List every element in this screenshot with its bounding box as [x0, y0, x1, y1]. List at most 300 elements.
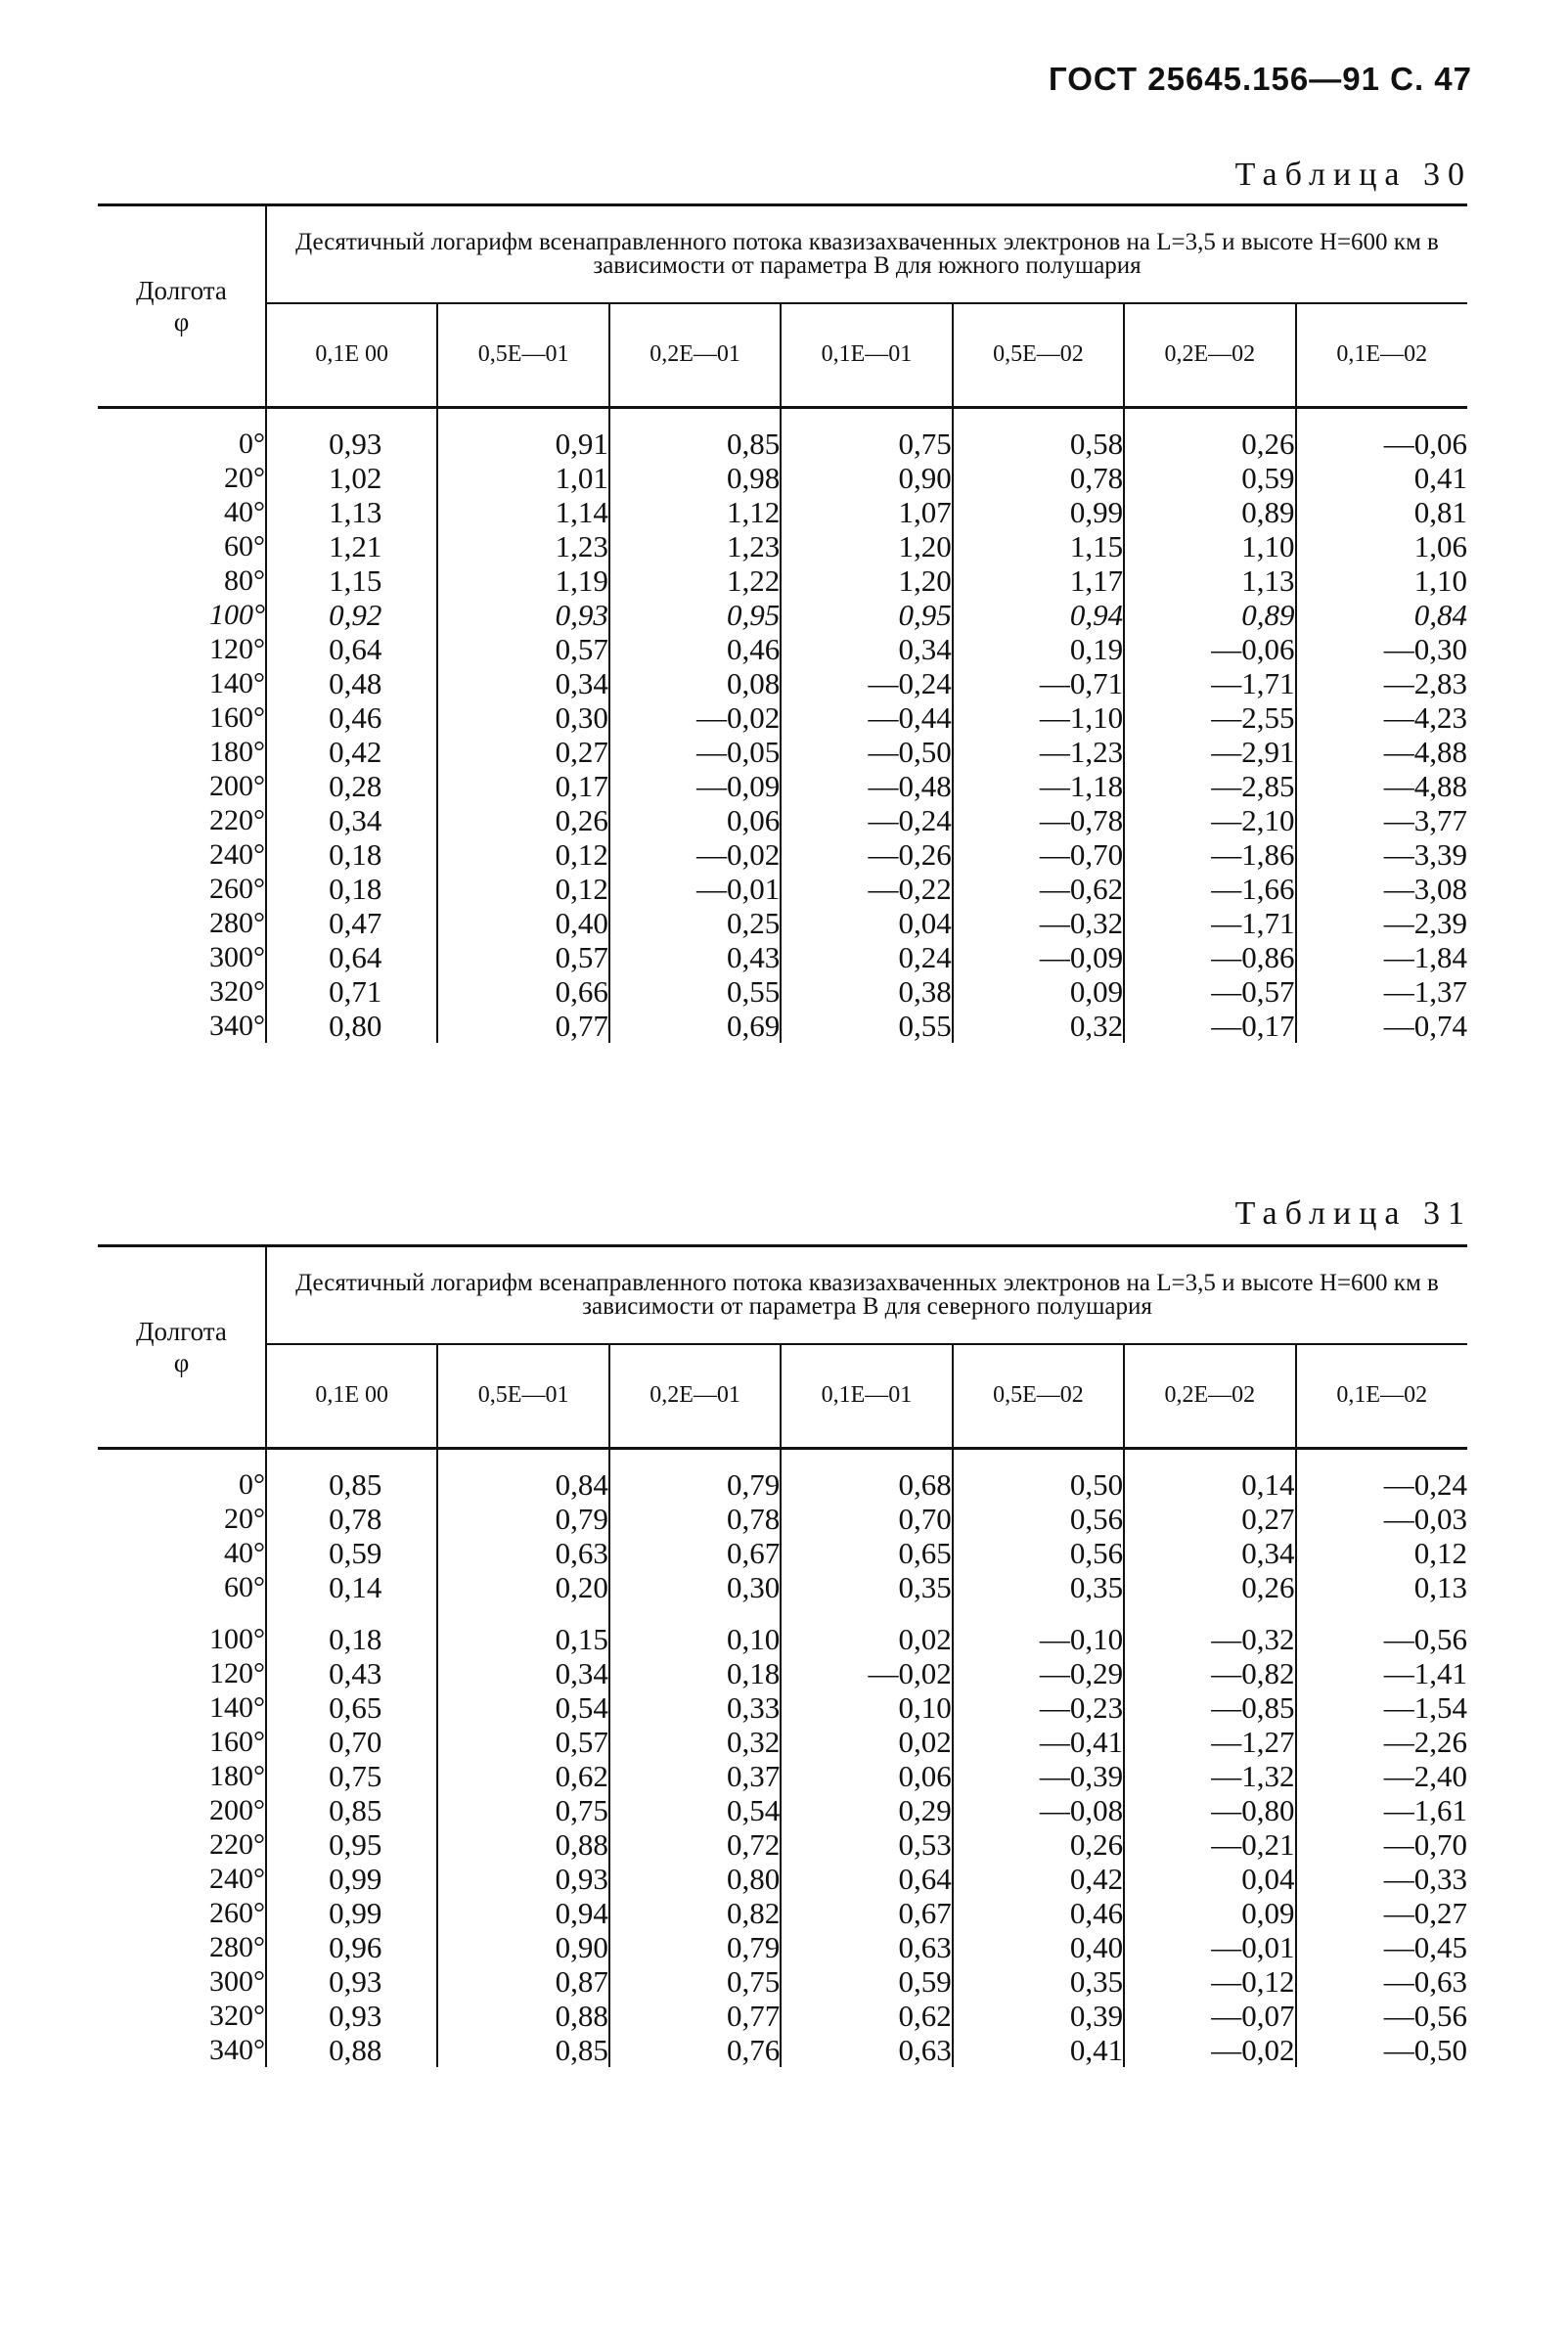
value-cell: 0,99 [953, 495, 1124, 529]
value-cell: 0,46 [609, 632, 781, 666]
value-cell: 0,18 [266, 872, 437, 906]
value-cell: 0,35 [781, 1570, 952, 1604]
table-description: Десятичный логарифм всенаправленного потока квазизахваченных электронов на L=3,5 и высоте H=600 км в зависимости от параметра B для южного полушария [266, 205, 1467, 303]
value-cell: 0,95 [781, 598, 952, 632]
value-cell: 0,84 [1296, 598, 1467, 632]
value-cell: 0,34 [781, 632, 952, 666]
value-cell: —1,18 [953, 769, 1124, 803]
value-cell: 0,32 [609, 1725, 781, 1759]
value-cell: —1,23 [953, 735, 1124, 769]
value-cell: —0,21 [1124, 1827, 1295, 1862]
value-cell: 0,42 [953, 1862, 1124, 1896]
value-cell: 1,23 [609, 529, 781, 563]
value-cell: —0,23 [953, 1690, 1124, 1725]
value-cell: 0,67 [781, 1896, 952, 1930]
value-cell: 0,46 [266, 700, 437, 735]
table-row [98, 906, 1467, 940]
value-cell: 0,59 [266, 1536, 437, 1570]
value-cell: 0,54 [609, 1793, 781, 1827]
value-cell: 0,63 [437, 1536, 608, 1570]
value-cell: —0,03 [1296, 1502, 1467, 1536]
value-cell: 0,64 [781, 1862, 952, 1896]
value-cell: 0,34 [1124, 1536, 1295, 1570]
table-row [98, 427, 1467, 461]
value-cell: —0,02 [609, 700, 781, 735]
table-row [98, 1690, 1467, 1725]
value-cell: 0,99 [266, 1896, 437, 1930]
value-cell: —0,63 [1296, 1964, 1467, 1999]
longitude-cell: 180° [209, 735, 265, 768]
value-cell: 0,59 [1124, 461, 1295, 495]
table-row [98, 1570, 1467, 1604]
value-cell: —0,45 [1296, 1930, 1467, 1964]
longitude-cell: 0° [239, 1467, 265, 1501]
param-header: 0,2E—02 [1124, 303, 1295, 408]
value-cell: 0,78 [609, 1502, 781, 1536]
value-cell: 0,89 [1124, 598, 1295, 632]
table-row [98, 1793, 1467, 1827]
table-row [98, 1656, 1467, 1690]
value-cell: 0,90 [781, 461, 952, 495]
table-row [98, 1467, 1467, 1502]
value-cell: —0,39 [953, 1759, 1124, 1793]
longitude-cell: 120° [209, 1656, 265, 1689]
value-cell: —0,02 [1124, 2033, 1295, 2067]
value-cell: —0,06 [1296, 427, 1467, 461]
value-cell: —4,88 [1296, 769, 1467, 803]
value-cell: 0,19 [953, 632, 1124, 666]
value-cell: —0,30 [1296, 632, 1467, 666]
value-cell: 0,93 [266, 1999, 437, 2033]
value-cell: 0,94 [437, 1896, 608, 1930]
value-cell: 0,15 [437, 1604, 608, 1656]
value-cell: 0,78 [266, 1502, 437, 1536]
longitude-cell: 100° [209, 1622, 265, 1655]
value-cell: 0,18 [266, 837, 437, 872]
longitude-cell: 260° [209, 872, 265, 905]
value-cell: 0,02 [781, 1604, 952, 1656]
value-cell: 0,88 [437, 1827, 608, 1862]
value-cell: 0,43 [609, 940, 781, 974]
table-row [98, 940, 1467, 974]
table-row [98, 598, 1467, 632]
longitude-cell: 200° [209, 769, 265, 802]
value-cell: 0,34 [437, 1656, 608, 1690]
value-cell: 0,90 [437, 1930, 608, 1964]
table-row [98, 1604, 1467, 1656]
value-cell: 1,10 [1296, 563, 1467, 598]
value-cell: —3,39 [1296, 837, 1467, 872]
value-cell: —0,44 [781, 700, 952, 735]
value-cell: —0,24 [1296, 1467, 1467, 1502]
value-cell: —2,83 [1296, 666, 1467, 700]
value-cell: —0,07 [1124, 1999, 1295, 2033]
param-header: 0,1E—02 [1296, 1344, 1467, 1449]
value-cell: 1,20 [781, 529, 952, 563]
value-cell: —0,02 [609, 837, 781, 872]
row-header-label: Долгота [136, 1316, 227, 1346]
value-cell: —1,71 [1124, 666, 1295, 700]
value-cell: 0,95 [609, 598, 781, 632]
value-cell: —2,91 [1124, 735, 1295, 769]
value-cell: 0,95 [266, 1827, 437, 1862]
value-cell: —0,71 [953, 666, 1124, 700]
value-cell: —1,71 [1124, 906, 1295, 940]
value-cell: 0,18 [266, 1604, 437, 1656]
value-cell: 0,93 [437, 1862, 608, 1896]
value-cell: 0,26 [1124, 1570, 1295, 1604]
value-cell: 0,92 [266, 598, 437, 632]
value-cell: —0,82 [1124, 1656, 1295, 1690]
value-cell: 1,10 [1124, 529, 1295, 563]
value-cell: —0,22 [781, 872, 952, 906]
value-cell: —0,24 [781, 666, 952, 700]
value-cell: 0,34 [266, 803, 437, 837]
value-cell: 0,14 [1124, 1467, 1295, 1502]
table-row [98, 461, 1467, 495]
value-cell: —0,06 [1124, 632, 1295, 666]
table-31-label: Таблица 31 [1234, 1195, 1472, 1232]
value-cell: —0,56 [1296, 1999, 1467, 2033]
value-cell: 1,13 [1124, 563, 1295, 598]
value-cell: 0,62 [437, 1759, 608, 1793]
value-cell: 0,29 [781, 1793, 952, 1827]
value-cell: 0,75 [609, 1964, 781, 1999]
value-cell: —0,50 [781, 735, 952, 769]
value-cell: 0,70 [266, 1725, 437, 1759]
table-row [98, 837, 1467, 872]
value-cell: —1,32 [1124, 1759, 1295, 1793]
longitude-cell: 200° [209, 1793, 265, 1826]
value-cell: 0,33 [609, 1690, 781, 1725]
longitude-cell: 240° [209, 1862, 265, 1895]
value-cell: 0,48 [266, 666, 437, 700]
value-cell: —0,29 [953, 1656, 1124, 1690]
value-cell: 0,35 [953, 1570, 1124, 1604]
value-cell: 0,75 [781, 427, 952, 461]
value-cell: 0,08 [609, 666, 781, 700]
value-cell: 0,55 [781, 1009, 952, 1043]
value-cell: 1,19 [437, 563, 608, 598]
value-cell: 0,88 [266, 2033, 437, 2067]
value-cell: 0,79 [609, 1930, 781, 1964]
value-cell: —0,17 [1124, 1009, 1295, 1043]
value-cell: 0,50 [953, 1467, 1124, 1502]
value-cell: —3,08 [1296, 872, 1467, 906]
value-cell: 0,26 [953, 1827, 1124, 1862]
value-cell: —0,10 [953, 1604, 1124, 1656]
table-row [98, 563, 1467, 598]
longitude-cell: 220° [209, 1827, 265, 1861]
table-row [98, 769, 1467, 803]
table-row [98, 1009, 1467, 1043]
value-cell: 0,85 [266, 1467, 437, 1502]
value-cell: 1,15 [953, 529, 1124, 563]
value-cell: —0,48 [781, 769, 952, 803]
value-cell: —0,01 [1124, 1930, 1295, 1964]
value-cell: 0,58 [953, 427, 1124, 461]
value-cell: 0,27 [1124, 1502, 1295, 1536]
longitude-cell: 320° [209, 974, 265, 1008]
value-cell: 0,04 [781, 906, 952, 940]
table-30-label: Таблица 30 [1234, 157, 1472, 193]
value-cell: —0,32 [1124, 1604, 1295, 1656]
value-cell: 0,64 [266, 632, 437, 666]
value-cell: —1,86 [1124, 837, 1295, 872]
longitude-cell: 300° [209, 940, 265, 973]
row-header-symbol: φ [173, 1347, 190, 1377]
value-cell: 0,77 [437, 1009, 608, 1043]
value-cell: —0,70 [953, 837, 1124, 872]
value-cell: 0,13 [1296, 1570, 1467, 1604]
value-cell: —0,62 [953, 872, 1124, 906]
value-cell: 0,78 [953, 461, 1124, 495]
value-cell: —0,33 [1296, 1862, 1467, 1896]
value-cell: —0,41 [953, 1725, 1124, 1759]
value-cell: 0,09 [1124, 1896, 1295, 1930]
value-cell: 0,17 [437, 769, 608, 803]
value-cell: 0,12 [1296, 1536, 1467, 1570]
value-cell: 1,14 [437, 495, 608, 529]
value-cell: 0,81 [1296, 495, 1467, 529]
value-cell: 0,57 [437, 940, 608, 974]
longitude-cell: 340° [209, 1009, 265, 1042]
value-cell: —0,86 [1124, 940, 1295, 974]
value-cell: 1,23 [437, 529, 608, 563]
table-row [98, 735, 1467, 769]
table-row [98, 1502, 1467, 1536]
value-cell: 0,37 [609, 1759, 781, 1793]
value-cell: 0,30 [437, 700, 608, 735]
table-row [98, 803, 1467, 837]
table-body [98, 407, 1467, 1043]
value-cell: 0,70 [781, 1502, 952, 1536]
value-cell: 0,69 [609, 1009, 781, 1043]
value-cell: —2,39 [1296, 906, 1467, 940]
value-cell: 0,32 [953, 1009, 1124, 1043]
value-cell: —0,12 [1124, 1964, 1295, 1999]
param-header: 0,2E—02 [1124, 1344, 1295, 1449]
value-cell: 0,77 [609, 1999, 781, 2033]
page-header: ГОСТ 25645.156—91 С. 47 [1048, 61, 1472, 97]
value-cell: —0,24 [781, 803, 952, 837]
value-cell: 0,93 [437, 598, 608, 632]
value-cell: 0,39 [953, 1999, 1124, 2033]
value-cell: 0,04 [1124, 1862, 1295, 1896]
longitude-cell: 40° [224, 495, 265, 528]
param-row [98, 1344, 1467, 1449]
value-cell: 0,42 [266, 735, 437, 769]
value-cell: 0,26 [437, 803, 608, 837]
value-cell: 1,17 [953, 563, 1124, 598]
value-cell: —0,80 [1124, 1793, 1295, 1827]
table-row [98, 2033, 1467, 2067]
table-row [98, 495, 1467, 529]
param-header: 0,5E—01 [437, 303, 608, 408]
row-header [98, 205, 266, 408]
longitude-cell: 140° [209, 666, 265, 699]
value-cell: 0,41 [1296, 461, 1467, 495]
longitude-cell: 260° [209, 1896, 265, 1929]
value-cell: 0,75 [437, 1793, 608, 1827]
value-cell: 0,65 [266, 1690, 437, 1725]
value-cell: —1,61 [1296, 1793, 1467, 1827]
table-row [98, 1759, 1467, 1793]
param-header: 0,5E—02 [953, 1344, 1124, 1449]
value-cell: —0,08 [953, 1793, 1124, 1827]
value-cell: 0,65 [781, 1536, 952, 1570]
table-body [98, 1448, 1467, 2067]
value-cell: 0,85 [266, 1793, 437, 1827]
table-row [98, 1827, 1467, 1862]
table-row [98, 1725, 1467, 1759]
value-cell: 0,93 [266, 1964, 437, 1999]
value-cell: —0,02 [781, 1656, 952, 1690]
table-row [98, 1536, 1467, 1570]
param-header: 0,1E—01 [781, 303, 952, 408]
longitude-cell: 100° [209, 598, 265, 631]
value-cell: 0,93 [266, 427, 437, 461]
row-header-label: Долгота [136, 275, 227, 305]
value-cell: 1,12 [609, 495, 781, 529]
longitude-cell: 160° [209, 1725, 265, 1758]
table-row [98, 700, 1467, 735]
value-cell: —0,70 [1296, 1827, 1467, 1862]
row-header-symbol: φ [173, 306, 190, 337]
value-cell: 0,94 [953, 598, 1124, 632]
table-description: Десятичный логарифм всенаправленного потока квазизахваченных электронов на L=3,5 и высоте H=600 км в зависимости от параметра B для северного полушария [266, 1246, 1467, 1344]
value-cell: 0,75 [266, 1759, 437, 1793]
value-cell: 0,30 [609, 1570, 781, 1604]
value-cell: —4,23 [1296, 700, 1467, 735]
value-cell: 0,88 [437, 1999, 608, 2033]
param-header: 0,2E—01 [609, 303, 781, 408]
value-cell: —1,41 [1296, 1656, 1467, 1690]
longitude-cell: 160° [209, 700, 265, 734]
value-cell: 0,67 [609, 1536, 781, 1570]
value-cell: —1,10 [953, 700, 1124, 735]
value-cell: 1,20 [781, 563, 952, 598]
value-cell: 1,01 [437, 461, 608, 495]
value-cell: —1,54 [1296, 1690, 1467, 1725]
longitude-cell: 60° [224, 1570, 265, 1603]
value-cell: 0,28 [266, 769, 437, 803]
table-row [98, 1862, 1467, 1896]
longitude-cell: 20° [224, 1502, 265, 1535]
table-row [98, 666, 1467, 700]
value-cell: 0,57 [437, 1725, 608, 1759]
value-cell: —0,56 [1296, 1604, 1467, 1656]
value-cell: 0,10 [609, 1604, 781, 1656]
value-cell: —0,05 [609, 735, 781, 769]
value-cell: —1,37 [1296, 974, 1467, 1009]
table-row [98, 872, 1467, 906]
value-cell: —1,84 [1296, 940, 1467, 974]
value-cell: 0,59 [781, 1964, 952, 1999]
value-cell: 0,06 [609, 803, 781, 837]
param-header: 0,1E 00 [266, 303, 437, 408]
value-cell: 0,91 [437, 427, 608, 461]
value-cell: —0,78 [953, 803, 1124, 837]
value-cell: 0,54 [437, 1690, 608, 1725]
value-cell: —0,09 [953, 940, 1124, 974]
value-cell: —0,57 [1124, 974, 1295, 1009]
value-cell: —0,27 [1296, 1896, 1467, 1930]
value-cell: 0,68 [781, 1467, 952, 1502]
value-cell: 0,66 [437, 974, 608, 1009]
longitude-cell: 120° [209, 632, 265, 665]
value-cell: 0,84 [437, 1467, 608, 1502]
value-cell: 1,22 [609, 563, 781, 598]
value-cell: 0,79 [609, 1467, 781, 1502]
value-cell: 0,62 [781, 1999, 952, 2033]
longitude-cell: 240° [209, 837, 265, 871]
value-cell: 0,99 [266, 1862, 437, 1896]
value-cell: 0,12 [437, 872, 608, 906]
longitude-cell: 80° [224, 563, 265, 597]
param-header: 0,1E—01 [781, 1344, 952, 1449]
value-cell: 0,35 [953, 1964, 1124, 1999]
value-cell: 1,15 [266, 563, 437, 598]
value-cell: 0,53 [781, 1827, 952, 1862]
table-row [98, 632, 1467, 666]
value-cell: 0,87 [437, 1964, 608, 1999]
longitude-cell: 300° [209, 1964, 265, 1998]
value-cell: 0,57 [437, 632, 608, 666]
value-cell: 0,55 [609, 974, 781, 1009]
table-row [98, 1896, 1467, 1930]
value-cell: 0,06 [781, 1759, 952, 1793]
value-cell: 0,40 [953, 1930, 1124, 1964]
value-cell: —0,74 [1296, 1009, 1467, 1043]
param-header: 0,2E—01 [609, 1344, 781, 1449]
param-header: 0,1E—02 [1296, 303, 1467, 408]
value-cell: —2,40 [1296, 1759, 1467, 1793]
value-cell: 0,64 [266, 940, 437, 974]
row-header [98, 1246, 266, 1449]
table-row [98, 974, 1467, 1009]
value-cell: —2,55 [1124, 700, 1295, 735]
longitude-cell: 60° [224, 529, 265, 562]
value-cell: 0,20 [437, 1570, 608, 1604]
value-cell: 0,47 [266, 906, 437, 940]
longitude-cell: 180° [209, 1759, 265, 1792]
value-cell: —3,77 [1296, 803, 1467, 837]
value-cell: —0,32 [953, 906, 1124, 940]
value-cell: 0,43 [266, 1656, 437, 1690]
value-cell: 0,63 [781, 2033, 952, 2067]
value-cell: —0,09 [609, 769, 781, 803]
longitude-cell: 280° [209, 1930, 265, 1963]
value-cell: 0,56 [953, 1536, 1124, 1570]
table-row [98, 1930, 1467, 1964]
value-cell: 0,46 [953, 1896, 1124, 1930]
value-cell: —1,27 [1124, 1725, 1295, 1759]
value-cell: 0,63 [781, 1930, 952, 1964]
table-row [98, 529, 1467, 563]
value-cell: 0,80 [609, 1862, 781, 1896]
value-cell: —0,85 [1124, 1690, 1295, 1725]
value-cell: 1,06 [1296, 529, 1467, 563]
value-cell: 0,71 [266, 974, 437, 1009]
value-cell: 0,10 [781, 1690, 952, 1725]
value-cell: —4,88 [1296, 735, 1467, 769]
value-cell: 0,82 [609, 1896, 781, 1930]
value-cell: 0,24 [781, 940, 952, 974]
value-cell: 1,07 [781, 495, 952, 529]
value-cell: 0,72 [609, 1827, 781, 1862]
value-cell: 0,98 [609, 461, 781, 495]
